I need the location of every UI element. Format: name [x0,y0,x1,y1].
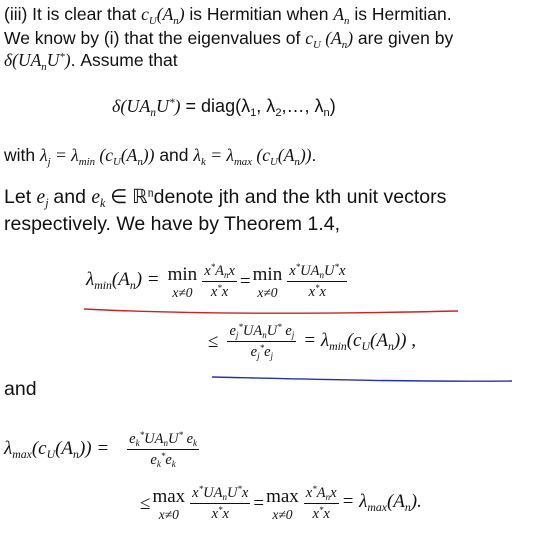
lambda-j-def: $\lambda_j = \lambda_{min}$ $(c_U(A_n))$ [40,145,155,168]
text-line-3 [4,50,178,73]
max-leq: ≤ [140,492,151,514]
red-underline [82,305,462,317]
max-eq-sign: = [253,492,265,514]
max-op-2-label: max [266,485,299,507]
max-frac-1 [127,430,199,469]
min-op-1-cond: x≠0 [172,284,193,300]
and-label [4,378,37,401]
math-an-2: $A_n$ [333,4,350,27]
max-op-2 [266,486,299,522]
line2-part-b: are given by [353,28,454,48]
max-frac-3-num: $x^*A_nx$ [305,484,337,503]
text-line-2 [4,28,453,51]
text-line-1 [4,4,452,27]
with-word: with [4,145,36,165]
math-cu-an: $c_U$ $(A_n)$ [305,28,354,51]
max-equation-cont [140,484,422,523]
let-and: and [53,186,86,208]
math-in-rn: ∈ ℝ$^n$ [110,185,154,208]
with-tail: . [311,145,317,165]
min-op-2 [253,264,283,300]
with-line [4,145,316,168]
min-op-1-label: min [167,263,198,285]
max-frac-2-num: $x^*UA_nU^*x$ [192,484,249,503]
min-leq: ≤ [208,330,219,352]
min-equation [86,262,350,301]
max-frac-2 [190,484,250,523]
max-op-1-label: max [152,485,186,507]
diag-equation [112,96,336,119]
max-frac-1-den: $e_k^*e_k$ [150,451,176,470]
respectively-text: respectively. We have by Theorem 1.4, [4,213,340,235]
let-line [4,185,446,211]
line1-part-b: is Hermitian when [184,4,334,24]
line1-part-c: is Hermitian. [349,4,452,24]
min-eq-sign: = [239,270,251,292]
min-equation-cont [208,322,416,361]
max-op-1 [152,486,185,522]
max-frac-3-den: x*x [312,505,330,523]
and-label-text: and [4,378,37,400]
and-word: and [159,145,189,165]
blue-underline [210,373,515,385]
min-frac-3-den: $e_j^*e_j$ [250,343,274,362]
max-op-2-cond: x≠0 [272,506,293,522]
respectively-line [4,213,340,236]
min-frac-2-num: $x^*UA_nU^*x$ [289,262,346,281]
min-frac-3 [227,322,296,361]
min-op-2-cond: x≠0 [257,284,278,300]
math-an: $(A_n)$ [156,4,185,27]
min-frac-1-num: $x^*A_nx$ [204,262,235,281]
min-op-2-label: min [252,263,283,285]
min-result: = $\lambda_{min}(c_U(A_n))$ , [303,329,416,353]
max-op-1-cond: x≠0 [158,506,179,522]
max-lhs: $\lambda_{max}(c_U(A_n))$ = [4,437,110,461]
max-frac-3 [304,484,339,523]
min-op-1 [168,264,198,300]
math-ek-in-rn: $e_k$ [91,187,106,211]
min-frac-3-num: $e_j^*UA_nU^*$ $e_j$ [229,322,295,341]
line2-part-a: We know by (i) that the eigenvalues of [4,28,306,48]
min-lhs: $\lambda_{min}(A_n)$ = [86,269,160,293]
math-ej: $e_j$ [36,187,49,211]
line1-part-a: (iii) It is clear that [4,4,142,24]
math-cu: $c_U$ [141,4,157,27]
let-word: Let [4,186,32,208]
let-end: denote jth and the kth unit vectors [153,186,447,208]
min-frac-2-den: x*x [308,283,326,301]
min-frac-2 [287,262,347,301]
max-result: = $\lambda_{max}(A_n)$. [341,491,422,515]
diag-rhs: = $diag(\lambda_1$, $\lambda_2,\dots$, $\lambda_n$) [185,96,336,119]
min-frac-1-den: x*x [210,283,229,301]
min-frac-1 [202,262,237,301]
lambda-k-def: $\lambda_k = \lambda_{max}$ $(c_U(A_n))$ [193,145,312,168]
max-equation [4,430,202,469]
line3-part-b: . Assume that [70,50,178,70]
max-frac-1-num: $e_k^*UA_nU^*$ $e_k$ [129,430,197,449]
max-frac-2-den: x*x [211,505,229,523]
math-delta-uanu: $\delta(UA_nU^*)$ [4,50,71,73]
diag-lhs: $\delta(UA_nU^*)$ [112,96,181,119]
